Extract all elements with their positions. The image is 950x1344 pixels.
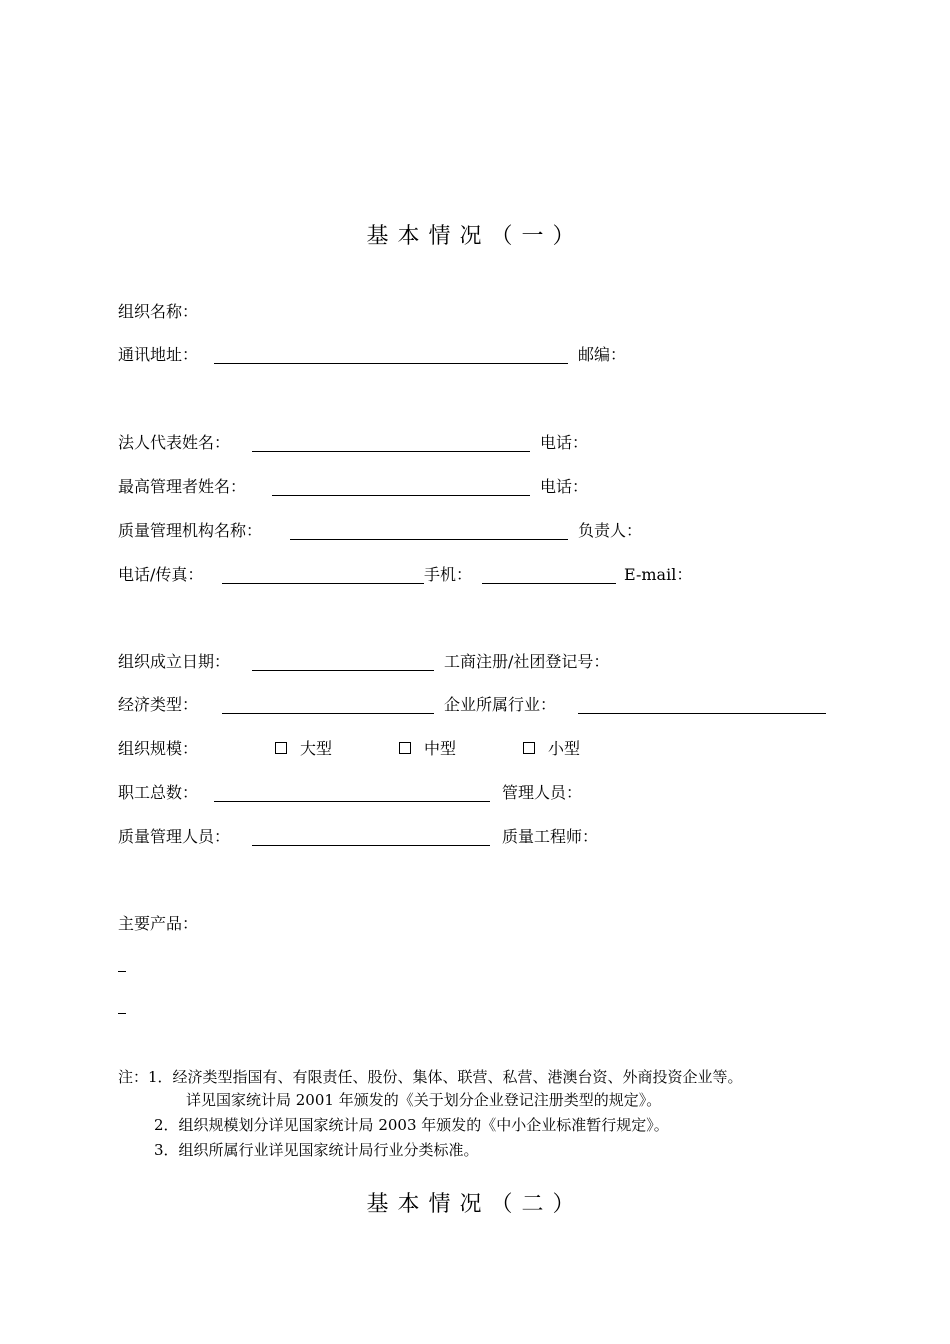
qe-label: 质量工程师： — [502, 827, 599, 846]
staff-total-label: 职工总数： — [118, 783, 199, 802]
org-name-label: 组织名称： — [118, 302, 199, 321]
mobile-label: 手机： — [424, 565, 473, 584]
scale-small-label: 小型 — [548, 739, 581, 758]
page-title-basic-info-2: 基本情况（二） — [366, 1192, 584, 1217]
qm-staff-input-line[interactable] — [252, 845, 490, 846]
scale-medium-checkbox[interactable] — [399, 742, 411, 754]
note-3: 3．组织所属行业详见国家统计局行业分类标准。 — [154, 1141, 479, 1159]
legal-rep-label: 法人代表姓名： — [118, 433, 231, 452]
phone-fax-label: 电话/传真： — [118, 565, 204, 584]
qm-head-label: 负责人： — [578, 521, 643, 540]
scale-small-checkbox[interactable] — [523, 742, 535, 754]
products-line-2[interactable] — [118, 1013, 126, 1014]
legal-rep-input-line[interactable] — [252, 451, 530, 452]
mobile-input-line[interactable] — [482, 583, 616, 584]
top-manager-phone-label: 电话： — [540, 477, 589, 496]
note-2: 2．组织规模划分详见国家统计局 2003 年颁发的《中小企业标准暂行规定》。 — [154, 1116, 669, 1134]
econ-type-input-line[interactable] — [222, 713, 434, 714]
industry-label: 企业所属行业： — [444, 695, 557, 714]
postcode-label: 邮编： — [578, 345, 627, 364]
scale-large-checkbox[interactable] — [275, 742, 287, 754]
scale-large-label: 大型 — [300, 739, 333, 758]
managers-label: 管理人员： — [502, 783, 583, 802]
top-manager-label: 最高管理者姓名： — [118, 477, 247, 496]
products-line-1[interactable] — [118, 971, 126, 972]
note-1-prefix: 注：1． — [118, 1068, 173, 1086]
top-manager-input-line[interactable] — [272, 495, 530, 496]
qm-org-input-line[interactable] — [290, 539, 568, 540]
products-label: 主要产品： — [118, 914, 199, 933]
address-input-line[interactable] — [214, 363, 568, 364]
scale-medium-label: 中型 — [424, 739, 457, 758]
econ-type-label: 经济类型： — [118, 695, 199, 714]
staff-total-input-line[interactable] — [214, 801, 490, 802]
qm-org-label: 质量管理机构名称： — [118, 521, 263, 540]
email-label: E-mail： — [624, 565, 693, 584]
address-label: 通讯地址： — [118, 345, 199, 364]
registration-label: 工商注册/社团登记号： — [444, 652, 610, 671]
industry-input-line[interactable] — [578, 713, 826, 714]
scale-label: 组织规模： — [118, 739, 199, 758]
note-1-text: 经济类型指国有、有限责任、股份、集体、联营、私营、港澳台资、外商投资企业等。 — [172, 1068, 743, 1086]
legal-rep-phone-label: 电话： — [540, 433, 589, 452]
founded-label: 组织成立日期： — [118, 652, 231, 671]
phone-fax-input-line[interactable] — [222, 583, 424, 584]
note-1-line-2: 详见国家统计局 2001 年颁发的《关于划分企业登记注册类型的规定》。 — [186, 1091, 662, 1109]
founded-input-line[interactable] — [252, 670, 434, 671]
qm-staff-label: 质量管理人员： — [118, 827, 231, 846]
page-title-basic-info-1: 基本情况（一） — [366, 224, 584, 249]
